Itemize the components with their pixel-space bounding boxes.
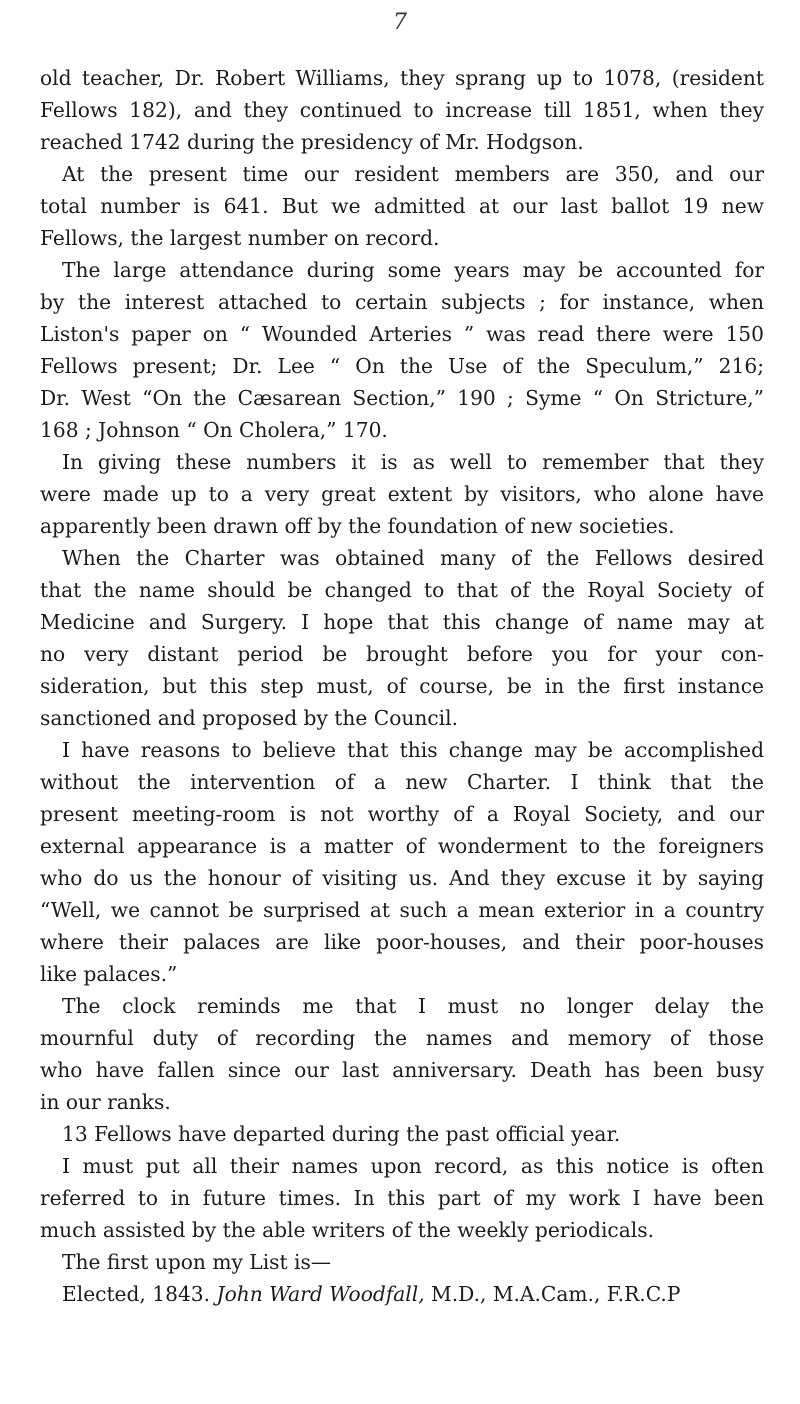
text-line: total number is 641. But we admitted at our last ballot 19 new (40, 194, 764, 218)
text-line: without the intervention of a new Charter. I think that the (40, 770, 764, 794)
text-line: old teacher, Dr. Robert Williams, they sprang up to 1078, (resident (40, 66, 764, 90)
text-line: sanctioned and proposed by the Council. (40, 706, 459, 730)
text-line: mournful duty of recording the names and memory of those (40, 1026, 764, 1050)
text-line: The clock reminds me that I must no longer delay the (62, 994, 764, 1018)
page-number: 7 (393, 10, 407, 35)
text-line: The large attendance during some years may be accounted for (62, 258, 764, 282)
text-line: in our ranks. (40, 1090, 171, 1114)
text-line: I must put all their names upon record, as this notice is often (62, 1154, 764, 1178)
text-line: reached 1742 during the presidency of Mr. Hodgson. (40, 130, 584, 154)
text-line: who have fallen since our last anniversary. Death has been busy (40, 1058, 764, 1082)
text-line: Fellows 182), and they continued to increase till 1851, when they (40, 98, 764, 122)
fellow-name: John Ward Woodfall, (216, 1282, 425, 1306)
text-line: by the interest attached to certain subjects ; for instance, when (40, 290, 764, 314)
text-line: Fellows present; Dr. Lee “ On the Use of the Speculum,” 216; (40, 354, 764, 378)
text-line: where their palaces are like poor-houses, and their poor-houses (40, 930, 764, 954)
text-line: present meeting-room is not worthy of a Royal Society, and our (40, 802, 764, 826)
text-line: apparently been drawn off by the foundation of new societies. (40, 514, 675, 538)
elected-prefix: Elected, 1843. (62, 1282, 217, 1306)
text-line: no very distant period be brought before you for your con- (40, 642, 764, 666)
body-text (40, 62, 764, 1310)
text-line: sideration, but this step must, of course, be in the first instance (40, 674, 764, 698)
text-line: referred to in future times. In this part of my work I have been (40, 1186, 764, 1210)
text-line: like palaces.” (40, 962, 178, 986)
text-line: who do us the honour of visiting us. And they excuse it by saying (40, 866, 764, 890)
text-line-elected (40, 1278, 764, 1310)
text-line: The first upon my List is— (62, 1250, 332, 1274)
text-line: 168 ; Johnson “ On Cholera,” 170. (40, 418, 388, 442)
text-line: In giving these numbers it is as well to remember that they (62, 450, 764, 474)
text-line: 13 Fellows have departed during the past official year. (62, 1122, 621, 1146)
text-line: When the Charter was obtained many of the Fellows desired (62, 546, 764, 570)
text-line: Liston's paper on “ Wounded Arteries ” was read there were 150 (40, 322, 764, 346)
text-line: Dr. West “On the Cæsarean Section,” 190 ; Syme “ On Stricture,” (40, 386, 764, 410)
text-line: “Well, we cannot be surprised at such a mean exterior in a country (40, 898, 764, 922)
text-line: much assisted by the able writers of the weekly periodicals. (40, 1218, 655, 1242)
text-line: At the present time our resident members are 350, and our (62, 162, 764, 186)
text-line: were made up to a very great extent by visitors, who alone have (40, 482, 764, 506)
fellow-degrees: M.D., M.A.Cam., F.R.C.P (424, 1282, 681, 1306)
text-line: external appearance is a matter of wonderment to the foreigners (40, 834, 764, 858)
text-line: Fellows, the largest number on record. (40, 226, 440, 250)
text-line: Medicine and Surgery. I hope that this change of name may at (40, 610, 764, 634)
text-line: I have reasons to believe that this change may be accomplished (62, 738, 764, 762)
text-line: that the name should be changed to that of the Royal Society of (40, 578, 764, 602)
